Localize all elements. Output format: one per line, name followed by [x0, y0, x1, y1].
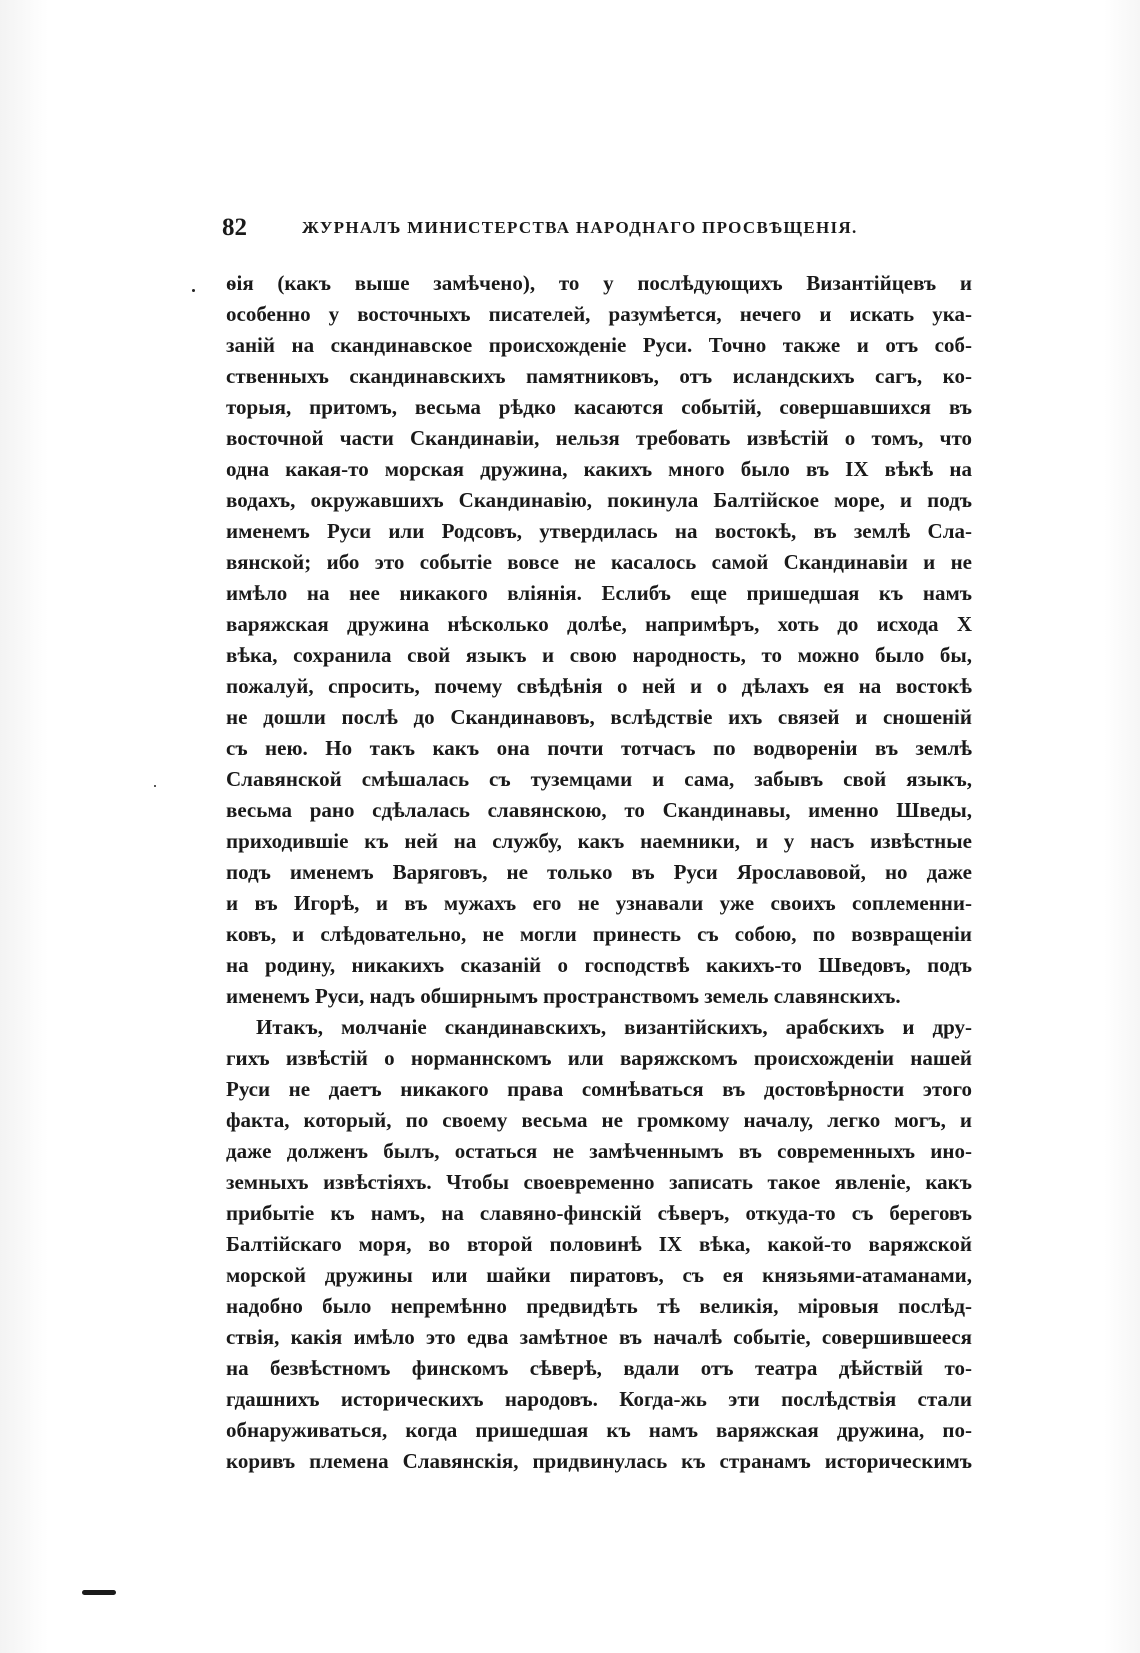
page-header [222, 208, 968, 248]
text-line: на безвѣстномъ финскомъ сѣверѣ, вдали отъ театра дѣйствій то- [226, 1356, 972, 1380]
running-title: ЖУРНАЛЪ МИНИСТЕРСТВА НАРОДНАГО ПРОСВѢЩЕНІЯ. [302, 218, 858, 237]
text-line: земныхъ извѣстіяхъ. Чтобы своевременно записать такое явленіе, какъ [226, 1170, 972, 1194]
text-line-paragraph-start: Итакъ, молчаніе скандинавскихъ, византійскихъ, арабскихъ и дру- [256, 1015, 972, 1039]
text-line: восточной части Скандинавіи, нельзя требовать извѣстій о томъ, что [226, 426, 972, 450]
text-line: заній на скандинавское происхожденіе Руси. Точно также и отъ соб- [226, 333, 972, 357]
text-line: вѣка, сохранила свой языкъ и свою народность, то можно было бы, [226, 643, 972, 667]
text-line: Руси не даетъ никакого права сомнѣваться въ достовѣрности этого [226, 1077, 972, 1101]
text-line-paragraph-end: именемъ Руси, надъ обширнымъ пространствомъ земель славянскихъ. [226, 984, 901, 1008]
text-line: приходившіе къ ней на службу, какъ наемники, и у насъ извѣстные [226, 829, 972, 853]
text-line: водахъ, окружавшихъ Скандинавію, покинула Балтійское море, и подъ [226, 488, 972, 512]
text-line: морской дружины или шайки пиратовъ, съ ея князьями-атаманами, [226, 1263, 972, 1287]
text-line: ѳія (какъ выше замѣчено), то у послѣдующихъ Византійцевъ и [226, 271, 972, 295]
text-line: съ нею. Но такъ какъ она почти тотчасъ по водвореніи въ землѣ [226, 736, 972, 760]
text-line: особенно у восточныхъ писателей, разумѣется, нечего и искать ука- [226, 302, 972, 326]
text-line: не дошли послѣ до Скандинавовъ, вслѣдствіе ихъ связей и сношеній [226, 705, 972, 729]
text-line: ствія, какія имѣло это едва замѣтное въ началѣ событіе, совершившееся [226, 1325, 972, 1349]
scan-edge-shadow-left [0, 0, 48, 1653]
text-line: надобно было непремѣнно предвидѣть тѣ великія, міровыя послѣд- [226, 1294, 972, 1318]
text-line: варяжская дружина нѣсколько долѣе, напримѣръ, хоть до исхода X [226, 612, 972, 636]
text-line: прибытіе къ намъ, на славяно-финскій сѣверъ, откуда-то съ береговъ [226, 1201, 972, 1225]
text-line: имѣло на нее никакого вліянія. Еслибъ еще пришедшая къ намъ [226, 581, 972, 605]
body-text [226, 268, 972, 1477]
text-line: вянской; ибо это событіе вовсе не касалось самой Скандинавіи и не [226, 550, 972, 574]
text-line: коривъ племена Славянскія, придвинулась къ странамъ историческимъ [226, 1449, 972, 1473]
text-line: одна какая-то морская дружина, какихъ много было въ IX вѣкѣ на [226, 457, 972, 481]
text-line: гихъ извѣстій о норманнскомъ или варяжскомъ происхожденіи нашей [226, 1046, 972, 1070]
page-number: 82 [222, 214, 247, 241]
text-line: факта, который, по своему весьма не громкому началу, легко могъ, и [226, 1108, 972, 1132]
text-line: именемъ Руси или Родсовъ, утвердилась на востокѣ, въ землѣ Сла- [226, 519, 972, 543]
text-line: Славянской смѣшалась съ туземцами и сама, забывъ свой языкъ, [226, 767, 972, 791]
scan-speck [154, 785, 156, 787]
scan-edge-shadow-right [1104, 0, 1140, 1653]
text-line: ковъ, и слѣдовательно, не могли принесть съ собою, по возвращеніи [226, 922, 972, 946]
text-line: даже долженъ былъ, остаться не замѣченнымъ въ современныхъ ино- [226, 1139, 972, 1163]
text-line: торыя, притомъ, весьма рѣдко касаются событій, совершавшихся въ [226, 395, 972, 419]
text-line: гдашнихъ историческихъ народовъ. Когда-жь эти послѣдствія стали [226, 1387, 972, 1411]
text-line: Балтійскаго моря, во второй половинѣ IX вѣка, какой-то варяжской [226, 1232, 972, 1256]
text-line: обнаруживаться, когда пришедшая къ намъ варяжская дружина, по- [226, 1418, 972, 1442]
scan-speck [192, 289, 195, 292]
text-line: и въ Игорѣ, и въ мужахъ его не узнавали уже своихъ соплеменни- [226, 891, 972, 915]
text-line: весьма рано сдѣлалась славянскою, то Скандинавы, именно Шведы, [226, 798, 972, 822]
text-line: подъ именемъ Варяговъ, не только въ Руси Ярославовой, но даже [226, 860, 972, 884]
text-line: пожалуй, спросить, почему свѣдѣнія о ней и о дѣлахъ ея на востокѣ [226, 674, 972, 698]
scan-margin-mark [82, 1590, 116, 1595]
text-line: ственныхъ скандинавскихъ памятниковъ, отъ исландскихъ сагъ, ко- [226, 364, 972, 388]
text-line: на родину, никакихъ сказаній о господствѣ какихъ-то Шведовъ, подъ [226, 953, 972, 977]
